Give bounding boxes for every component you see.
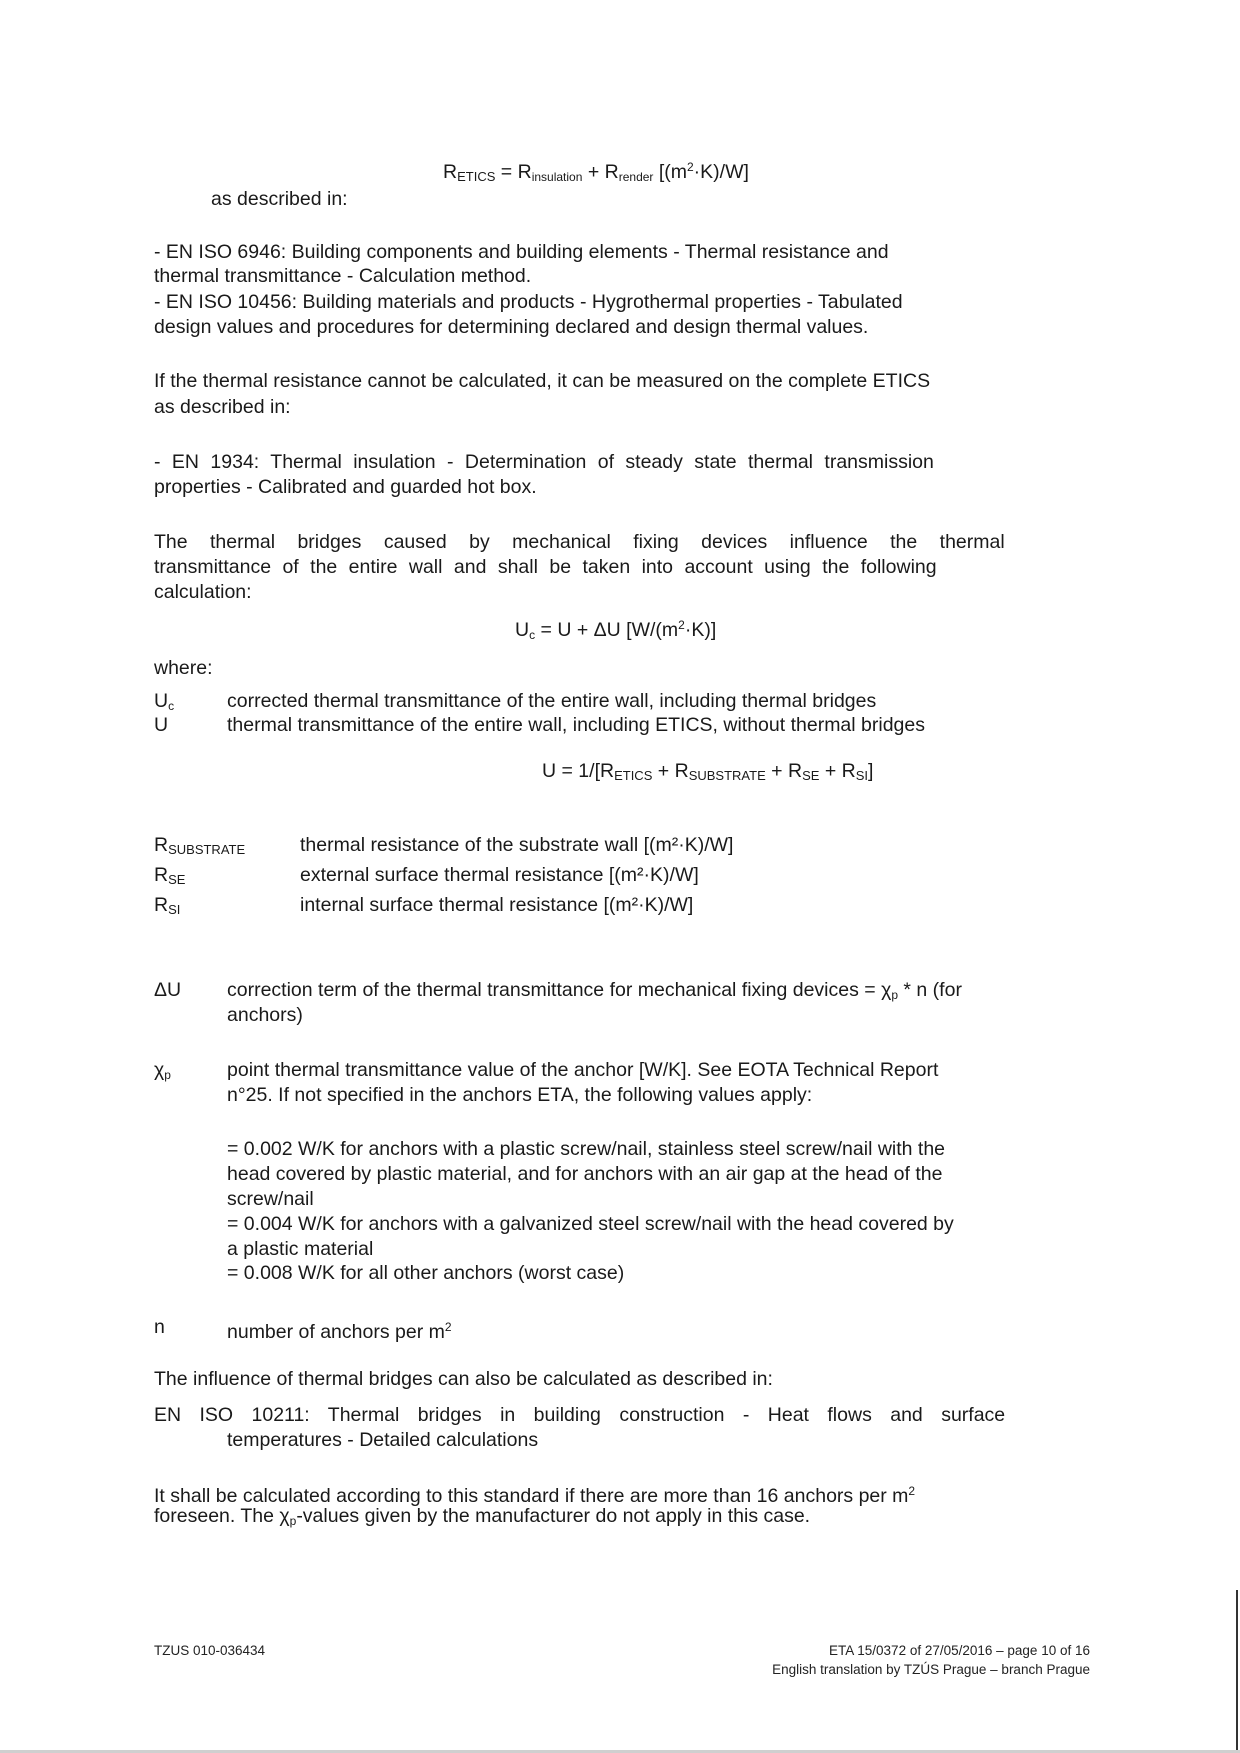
- en-1934-line-1: - EN 1934: Thermal insulation - Determination of steady state thermal transmission: [154, 451, 934, 473]
- value-0008-line-1: = 0.008 W/K for all other anchors (worst case): [227, 1262, 625, 1284]
- iso-6946-line-1: - EN ISO 6946: Building components and building elements - Thermal resistance and: [154, 241, 889, 263]
- definition-n: number of anchors per $m^2$: [227, 1320, 452, 1343]
- definition-chi-p-line-2: n°25. If not specified in the anchors ETA, the following values apply:: [227, 1084, 813, 1106]
- value-0002-line-3: screw/nail: [227, 1188, 314, 1210]
- footer-translation: English translation by TZÚS Prague – branch Prague: [772, 1662, 1090, 1677]
- equation-r-etics: RETICS = $R_{insulation} + R_{render}$ $[(m^2\cdot K)/W]$: [443, 160, 749, 184]
- final-line-2: foreseen. The $\chi_p$-values given by the manufacturer do not apply in this case.: [154, 1505, 811, 1528]
- footer-eta-page: ETA 15/0372 of 27/05/2016 – page 10 of 16: [829, 1643, 1090, 1658]
- symbol-r-substrate: RSUBSTRATE: [154, 834, 246, 857]
- symbol-r-se: RSE: [154, 864, 186, 887]
- definition-u: thermal transmittance of the entire wall, including ETICS, without thermal bridges: [227, 714, 925, 736]
- equation-u: U = 1/[RETICS + RSUBSTRATE + RSE + RSI]: [542, 760, 874, 783]
- symbol-delta-u: ΔU: [154, 979, 182, 1001]
- symbol-n: n: [154, 1316, 165, 1338]
- scan-edge-line: [1236, 1590, 1238, 1750]
- value-0002-line-2: head covered by plastic material, and for anchors with an air gap at the head of the: [227, 1163, 943, 1185]
- definition-uc: corrected thermal transmittance of the entire wall, including thermal bridges: [227, 690, 877, 712]
- symbol-u: U: [154, 714, 169, 736]
- definition-r-substrate: thermal resistance of the substrate wall [(m²·K)/W]: [300, 834, 734, 856]
- influence-paragraph: The influence of thermal bridges can also be calculated as described in:: [154, 1368, 773, 1390]
- measure-line-2: as described in:: [154, 396, 291, 418]
- definition-chi-p-line-1: point thermal transmittance value of the anchor [W/K]. See EOTA Technical Report: [227, 1059, 939, 1081]
- bridges-line-1: The thermal bridges caused by mechanical fixing devices influence the thermal: [154, 531, 1005, 553]
- iso-10211-line-1: EN ISO 10211: Thermal bridges in building construction - Heat flows and surface: [154, 1404, 1006, 1426]
- footer-doc-id: TZUS 010-036434: [154, 1643, 266, 1658]
- iso-6946-line-2: thermal transmittance - Calculation method.: [154, 265, 532, 287]
- bridges-line-2: transmittance of the entire wall and shall be taken into account using the following: [154, 556, 937, 578]
- iso-10211-line-2: temperatures - Detailed calculations: [227, 1429, 539, 1451]
- iso-10456-line-2: design values and procedures for determining declared and design thermal values.: [154, 316, 869, 338]
- symbol-uc: $U_c$: [154, 690, 175, 713]
- value-0002-line-1: = 0.002 W/K for anchors with a plastic screw/nail, stainless steel screw/nail with the: [227, 1138, 946, 1160]
- symbol-chi-p: $\chi_p$: [154, 1059, 171, 1082]
- en-1934-line-2: properties - Calibrated and guarded hot box.: [154, 476, 537, 498]
- definition-r-se: external surface thermal resistance [(m²·K)/W]: [300, 864, 699, 886]
- symbol-r-si: RSI: [154, 894, 181, 917]
- where-label: where:: [154, 657, 213, 679]
- value-0004-line-2: a plastic material: [227, 1238, 374, 1260]
- bridges-line-3: calculation:: [154, 581, 252, 603]
- as-described-label: as described in:: [211, 188, 348, 210]
- definition-r-si: internal surface thermal resistance [(m²·K)/W]: [300, 894, 694, 916]
- value-0004-line-1: = 0.004 W/K for anchors with a galvanized steel screw/nail with the head covered by: [227, 1213, 954, 1235]
- definition-delta-u-line-2: anchors): [227, 1004, 303, 1026]
- iso-10456-line-1: - EN ISO 10456: Building materials and products - Hygrothermal properties - Tabulated: [154, 291, 903, 313]
- equation-uc: $U_c = U + \Delta U$ $[W/(m^2\cdot K)]$: [515, 618, 717, 642]
- definition-delta-u-line-1: correction term of the thermal transmittance for mechanical fixing devices = $\chi_p$ * n (for: [227, 979, 962, 1002]
- measure-line-1: If the thermal resistance cannot be calculated, it can be measured on the complete ETICS: [154, 370, 931, 392]
- final-line-1: It shall be calculated according to this standard if there are more than 16 anchors per $m^2$: [154, 1484, 916, 1507]
